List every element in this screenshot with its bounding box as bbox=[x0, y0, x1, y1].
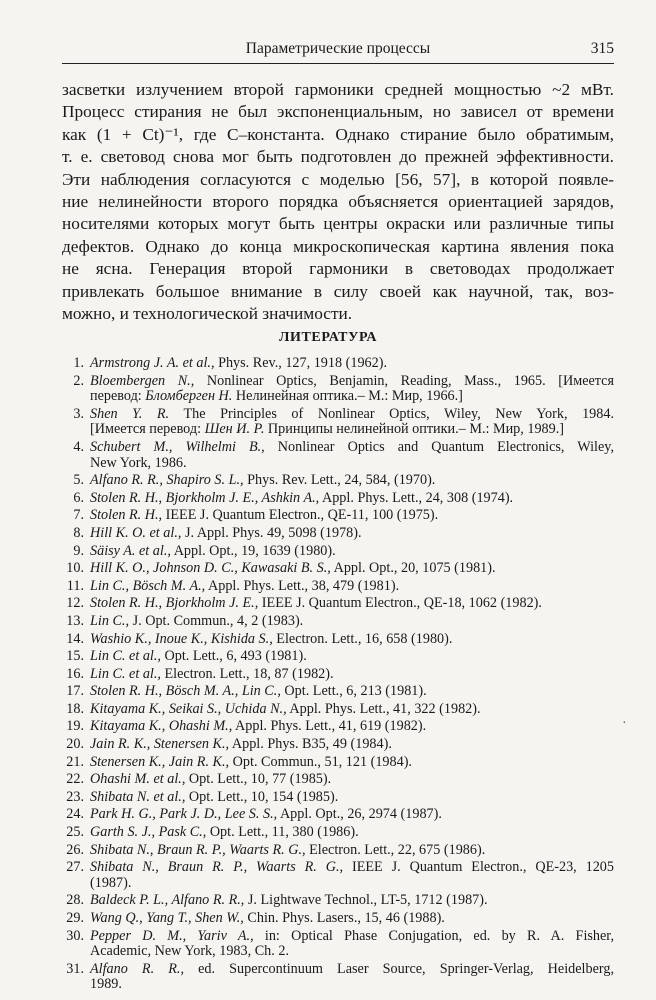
reference-number: 3. bbox=[73, 405, 84, 422]
reference-line bbox=[90, 929, 614, 945]
reference-source: Nonlinear Optics and Quantum Electronics, Wiley, bbox=[277, 438, 614, 455]
body-paragraph bbox=[62, 79, 614, 325]
reference-item bbox=[62, 544, 614, 560]
reference-source: Opt. Lett., 6, 213 (1981). bbox=[284, 683, 427, 700]
reference-source: IEEE J. Quantum Electron., QE-11, 100 (1975). bbox=[165, 507, 439, 524]
reference-number: 20. bbox=[66, 736, 84, 753]
reference-authors: Alfano R. R., bbox=[90, 960, 185, 977]
reference-authors: Jain R. K., Stenersen K., bbox=[90, 736, 230, 753]
reference-item bbox=[62, 825, 614, 841]
reference-source: Nonlinear Optics, Benjamin, Reading, Mass., 1965. [Имеется bbox=[206, 372, 614, 389]
reference-line bbox=[90, 631, 452, 647]
reference-source: J. Appl. Phys. 49, 5098 (1978). bbox=[184, 524, 362, 541]
reference-number: 30. bbox=[66, 927, 84, 944]
reference-line bbox=[90, 666, 334, 682]
reference-authors: Lin C. et al., bbox=[90, 648, 161, 665]
reference-authors: Lin C. et al., bbox=[90, 665, 161, 682]
reference-number: 26. bbox=[66, 841, 84, 858]
reference-source: Appl. Opt., 19, 1639 (1980). bbox=[173, 542, 336, 559]
reference-line bbox=[90, 701, 481, 717]
reference-authors: Pepper D. M., Yariv A., bbox=[90, 927, 254, 944]
reference-authors: Lin C., Bösch M. A., bbox=[90, 577, 206, 594]
reference-item bbox=[62, 356, 614, 372]
reference-item bbox=[62, 719, 614, 735]
reference-item bbox=[62, 596, 614, 612]
reference-authors: Stenersen K., Jain R. K., bbox=[90, 753, 230, 770]
reference-continuation: (1987). bbox=[90, 874, 132, 891]
reference-authors: Kitayama K., Ohashi M., bbox=[90, 718, 233, 735]
reference-item bbox=[62, 491, 614, 507]
reference-source: Chin. Phys. Lasers., 15, 46 (1988). bbox=[247, 910, 445, 926]
reference-number: 19. bbox=[66, 718, 84, 735]
reference-line bbox=[90, 860, 614, 876]
reference-line bbox=[90, 910, 445, 926]
reference-number: 28. bbox=[66, 892, 84, 909]
reference-line bbox=[90, 578, 399, 594]
reference-item bbox=[62, 790, 614, 806]
reference-number: 16. bbox=[66, 665, 84, 682]
reference-source: J. Opt. Commun., 4, 2 (1983). bbox=[132, 612, 304, 629]
reference-authors: Stolen R. H., bbox=[90, 507, 163, 524]
page-number: 315 bbox=[590, 40, 614, 57]
reference-source: IEEE J. Quantum Electron., QE-23, 1205 bbox=[351, 859, 614, 876]
reference-number: 29. bbox=[66, 910, 84, 926]
reference-authors: Park H. G., Park J. D., Lee S. S., bbox=[90, 806, 278, 823]
reference-authors: Säisy A. et al., bbox=[90, 542, 171, 559]
reference-number: 7. bbox=[73, 507, 84, 524]
reference-authors: Hill K. O. et al., bbox=[90, 524, 182, 541]
reference-line bbox=[90, 440, 614, 456]
header-title: Параметрические процессы bbox=[245, 40, 431, 57]
reference-item bbox=[62, 843, 614, 859]
reference-line bbox=[90, 355, 387, 371]
reference-line bbox=[90, 374, 614, 390]
reference-source: Opt. Commun., 51, 121 (1984). bbox=[232, 753, 412, 770]
reference-continuation: перевод: Бломберген Н. Нелинейная оптика.– М.: Мир, 1966.] bbox=[90, 388, 463, 405]
reference-authors: Ohashi M. et al., bbox=[90, 771, 186, 788]
reference-number: 1. bbox=[73, 355, 84, 371]
reference-item bbox=[62, 860, 614, 891]
reference-number: 24. bbox=[66, 806, 84, 823]
reference-item bbox=[62, 579, 614, 595]
body-line: Процесс стирания не был экспоненциальным, но зависел от времени bbox=[62, 102, 614, 122]
reference-item bbox=[62, 508, 614, 524]
reference-authors: Alfano R. R., Shapiro S. L., bbox=[90, 472, 244, 489]
reference-authors: Shibata N., Braun R. P., Waarts R. G., bbox=[90, 841, 306, 858]
reference-number: 8. bbox=[73, 524, 84, 541]
reference-line bbox=[90, 543, 336, 559]
reference-line bbox=[90, 771, 331, 787]
reference-number: 2. bbox=[73, 372, 84, 389]
reference-number: 11. bbox=[66, 577, 84, 594]
body-line: дефектов. Однако до конца микроскопическая картина явления пока bbox=[62, 236, 614, 256]
reference-authors: Shibata N., Braun R. P., Waarts R. G., bbox=[90, 859, 344, 876]
reference-number: 10. bbox=[66, 560, 84, 577]
reference-source: ed. Supercontinuum Laser Source, Springer-Verlag, Heidelberg, bbox=[198, 960, 614, 977]
reference-continuation: 1989. bbox=[90, 976, 122, 993]
reference-number: 27. bbox=[66, 859, 84, 876]
running-header bbox=[62, 40, 614, 64]
reference-item bbox=[62, 614, 614, 630]
reference-source: Electron. Lett., 18, 87 (1982). bbox=[164, 665, 334, 682]
reference-line bbox=[90, 648, 307, 664]
reference-line bbox=[90, 842, 485, 858]
reference-number: 14. bbox=[66, 630, 84, 647]
reference-item bbox=[62, 374, 614, 405]
reference-line bbox=[90, 595, 542, 611]
body-line: засветки излучением второй гармоники средней мощностью ~2 мВт. bbox=[62, 80, 614, 99]
reference-source: Phys. Rev. Lett., 24, 584, (1970). bbox=[247, 472, 436, 489]
reference-item bbox=[62, 632, 614, 648]
reference-line bbox=[90, 718, 426, 734]
reference-number: 21. bbox=[66, 753, 84, 770]
reference-source: Appl. Phys. B35, 49 (1984). bbox=[231, 736, 392, 753]
reference-item bbox=[62, 526, 614, 542]
reference-line bbox=[90, 525, 362, 541]
reference-item bbox=[62, 561, 614, 577]
reference-line bbox=[90, 407, 614, 423]
reference-line bbox=[90, 560, 496, 576]
reference-source: Opt. Lett., 10, 154 (1985). bbox=[188, 788, 339, 805]
reference-source: Opt. Lett., 6, 493 (1981). bbox=[164, 648, 307, 665]
reference-authors: Stolen R. H., Bjorkholm J. E., bbox=[90, 595, 259, 612]
reference-number: 22. bbox=[66, 771, 84, 788]
reference-item bbox=[62, 893, 614, 909]
reference-item bbox=[62, 667, 614, 683]
reference-item bbox=[62, 737, 614, 753]
reference-source: Appl. Phys. Lett., 41, 322 (1982). bbox=[289, 700, 481, 717]
reference-number: 12. bbox=[66, 595, 84, 612]
reference-source: Appl. Opt., 20, 1075 (1981). bbox=[333, 560, 496, 577]
reference-number: 5. bbox=[73, 472, 84, 489]
reference-number: 31. bbox=[66, 960, 84, 977]
reference-source: J. Lightwave Technol., LT-5, 1712 (1987). bbox=[247, 892, 488, 909]
reference-line bbox=[90, 472, 435, 488]
reference-authors: Hill K. O., Johnson D. C., Kawasaki B. S., bbox=[90, 560, 331, 577]
reference-item bbox=[62, 772, 614, 788]
reference-line bbox=[90, 507, 438, 523]
reference-number: 23. bbox=[66, 788, 84, 805]
reference-authors: Shen Y. R. bbox=[90, 405, 170, 422]
body-line: Эти наблюдения согласуются с моделью [56, 57], в которой появле- bbox=[62, 169, 614, 189]
reference-line bbox=[90, 824, 359, 840]
reference-line bbox=[90, 892, 488, 908]
body-line: не ясна. Генерация второй гармоники в световодах продолжает bbox=[62, 259, 614, 279]
body-line: т. е. световод снова мог быть подготовлен до прежней эффективности. bbox=[62, 147, 614, 167]
reference-authors: Stolen R. H., Bjorkholm J. E., Ashkin A., bbox=[90, 489, 320, 506]
reference-source: IEEE J. Quantum Electron., QE-18, 1062 (1982). bbox=[261, 595, 542, 612]
scan-speck-mark: · bbox=[622, 716, 627, 731]
reference-source: Electron. Lett., 22, 675 (1986). bbox=[309, 841, 486, 858]
reference-authors: Shibata N. et al., bbox=[90, 788, 186, 805]
reference-source: Electron. Lett., 16, 658 (1980). bbox=[276, 630, 453, 647]
reference-authors: Baldeck P. L., Alfano R. R., bbox=[90, 892, 245, 909]
reference-authors: Garth S. J., Pask C., bbox=[90, 824, 207, 841]
reference-number: 15. bbox=[66, 648, 84, 665]
reference-number: 25. bbox=[66, 824, 84, 841]
reference-authors: Kitayama K., Seikai S., Uchida N., bbox=[90, 700, 287, 717]
reference-source: Appl. Opt., 26, 2974 (1987). bbox=[279, 806, 442, 823]
reference-line bbox=[90, 613, 303, 629]
reference-line bbox=[90, 683, 427, 699]
reference-number: 4. bbox=[73, 438, 84, 455]
reference-source: Appl. Phys. Lett., 24, 308 (1974). bbox=[321, 489, 514, 506]
reference-item bbox=[62, 911, 614, 927]
reference-item bbox=[62, 684, 614, 700]
reference-line bbox=[90, 490, 513, 506]
reference-item bbox=[62, 755, 614, 771]
reference-line bbox=[90, 962, 614, 978]
body-line: ние нелинейности второго порядка объясняется ориентацией зарядов, bbox=[62, 192, 614, 212]
reference-item bbox=[62, 649, 614, 665]
reference-item bbox=[62, 702, 614, 718]
reference-item bbox=[62, 807, 614, 823]
reference-number: 13. bbox=[66, 612, 84, 629]
reference-number: 18. bbox=[66, 700, 84, 717]
reference-authors: Lin C., bbox=[90, 612, 130, 629]
reference-source: Opt. Lett., 11, 380 (1986). bbox=[209, 824, 359, 841]
reference-authors: Washio K., Inoue K., Kishida S., bbox=[90, 630, 273, 647]
references-list bbox=[62, 356, 614, 995]
reference-line bbox=[90, 806, 442, 822]
body-line: привлекать большое внимание в силу своей как научной, так, воз- bbox=[62, 281, 614, 301]
body-line: как (1 + Ct)⁻¹, где C–константа. Однако стирание было обратимым, bbox=[62, 124, 614, 144]
body-line: можно, и технологической значимости. bbox=[62, 304, 353, 324]
body-line: носителями которых могут быть центры окраски или различные типы bbox=[62, 214, 614, 234]
reference-source: Opt. Lett., 10, 77 (1985). bbox=[188, 771, 332, 788]
reference-continuation: [Имеется перевод: Шен И. Р. Принципы нелинейной оптики.– М.: Мир, 1989.] bbox=[90, 421, 565, 438]
reference-line bbox=[90, 736, 392, 752]
reference-authors: Stolen R. H., Bösch M. A., Lin C., bbox=[90, 683, 281, 700]
reference-number: 17. bbox=[66, 683, 84, 700]
reference-source: The Principles of Nonlinear Optics, Wiley, New York, 1984. bbox=[183, 405, 615, 422]
reference-item bbox=[62, 407, 614, 438]
reference-authors: Wang Q., Yang T., Shen W., bbox=[90, 910, 244, 926]
reference-item bbox=[62, 473, 614, 489]
reference-number: 9. bbox=[73, 542, 84, 559]
reference-authors: Schubert M., Wilhelmi B., bbox=[90, 438, 265, 455]
references-heading: ЛИТЕРАТУРА bbox=[278, 330, 378, 345]
reference-source: Appl. Phys. Lett., 41, 619 (1982). bbox=[235, 718, 427, 735]
reference-authors: Bloembergen N., bbox=[90, 372, 195, 389]
reference-authors: Armstrong J. A. et al., bbox=[90, 355, 215, 371]
reference-source: Appl. Phys. Lett., 38, 479 (1981). bbox=[207, 577, 400, 594]
reference-item bbox=[62, 929, 614, 960]
reference-item bbox=[62, 440, 614, 471]
reference-source: in: Optical Phase Conjugation, ed. by R. A. Fisher, bbox=[264, 927, 614, 944]
reference-line bbox=[90, 754, 412, 770]
reference-source: Phys. Rev., 127, 1918 (1962). bbox=[218, 355, 388, 371]
reference-continuation: Academic, New York, 1983, Ch. 2. bbox=[90, 943, 289, 960]
reference-line bbox=[90, 789, 338, 805]
reference-number: 6. bbox=[73, 489, 84, 506]
reference-item bbox=[62, 962, 614, 993]
reference-continuation: New York, 1986. bbox=[90, 454, 187, 471]
